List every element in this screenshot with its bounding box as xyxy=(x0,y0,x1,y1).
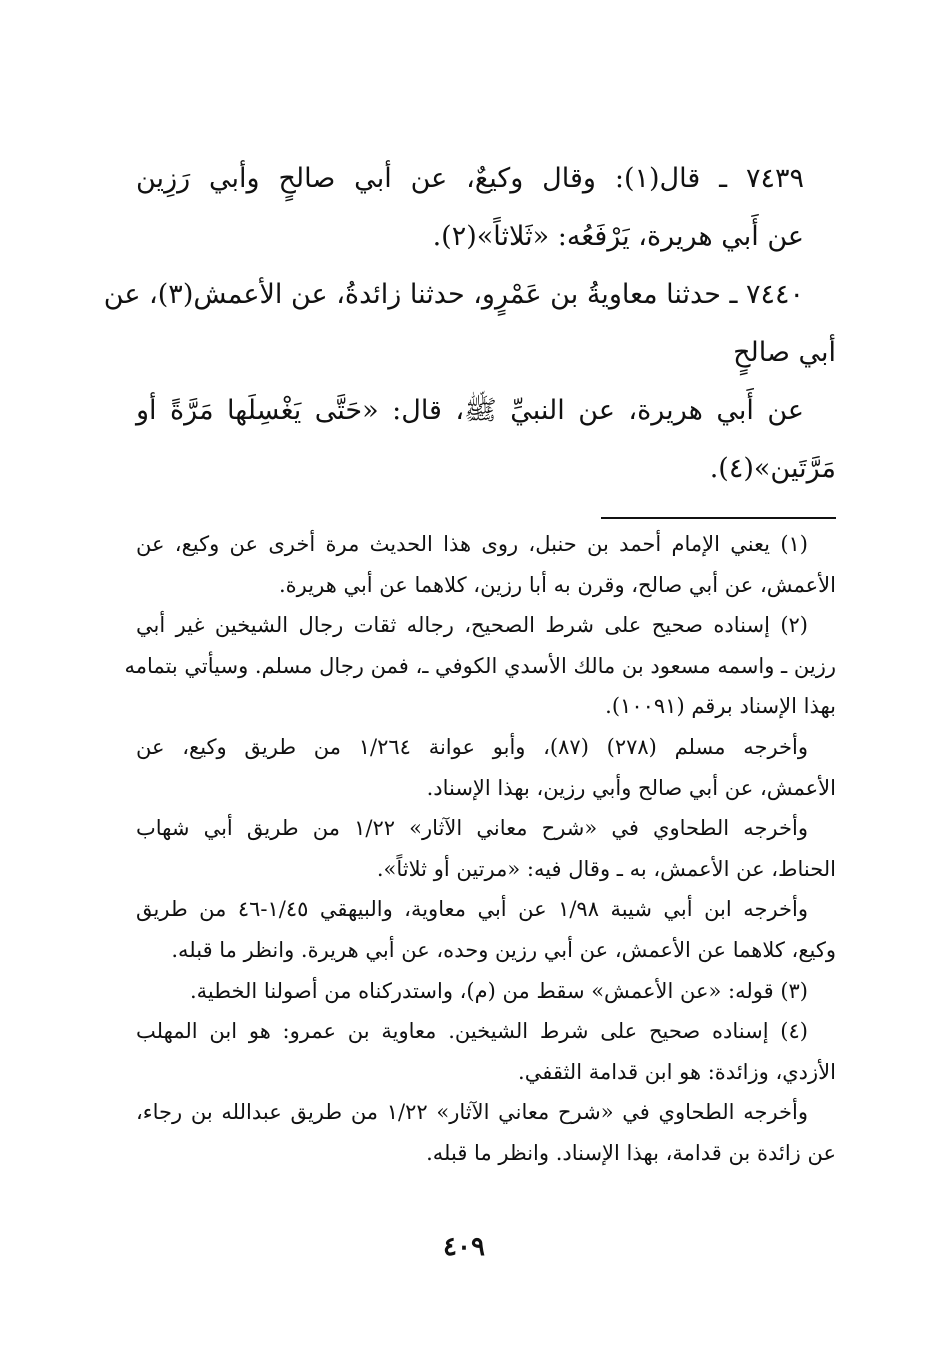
hadith-7439-line-1: ٧٤٣٩ ـ قال(١): وقال وكيعٌ، عن أبي صالحٍ وأبي رَزِين xyxy=(136,163,804,194)
footnote-line: وأخرجه مسلم (٢٧٨) (٨٧)، وأبو عوانة ١/٢٦٤ من طريق وكيع، عن xyxy=(136,734,809,759)
footnote-line: (٣) قوله: «عن الأعمش» سقط من (م)، واستدركناه من أصولنا الخطية. xyxy=(189,978,808,1003)
footnote-line: (٤) إسناده صحيح على شرط الشيخين. معاوية بن عمرو: هو ابن المهلب xyxy=(136,1019,808,1044)
page-number: ٤٠٩ xyxy=(443,1232,485,1262)
footnote-line: الأعمش، عن أبي صالح، وقرن به أبا رزين، كلاهما عن أبي هريرة. xyxy=(279,572,836,597)
footnote-line: الأزدي، وزائدة: هو ابن قدامة الثقفي. xyxy=(518,1059,836,1084)
footnotes xyxy=(124,524,836,1174)
footnote-line: وأخرجه ابن أبي شيبة ١/٩٨ عن أبي معاوية، والبيهقي ١/٤٥-٤٦ من طريق xyxy=(136,897,808,922)
footnote-line: (١) يعني الإمام أحمد بن حنبل، روى هذا الحديث مرة أخرى عن وكيع، عن xyxy=(136,532,808,556)
footnote-divider xyxy=(601,517,836,519)
footnote-line: بهذا الإسناد برقم (١٠٠٩١). xyxy=(605,694,836,719)
footnote-line: وأخرجه الطحاوي في «شرح معاني الآثار» ١/٢٢ من طريق عبدالله بن رجاء، xyxy=(136,1100,808,1125)
footnote-line: الحناط، عن الأعمش، به ـ وقال فيه: «مرتين أو ثلاثاً». xyxy=(376,856,836,881)
footnote-line: رزين ـ واسمه مسعود بن مالك الأسدي الكوفي ـ، فمن رجال مسلم. وسيأتي بتمامه xyxy=(124,653,836,678)
footnote-line: عن زائدة بن قدامة، بهذا الإسناد. وانظر ما قبله. xyxy=(426,1140,836,1165)
footnote-line: وأخرجه الطحاوي في «شرح معاني الآثار» ١/٢٢ من طريق أبي شهاب xyxy=(136,816,808,841)
hadith-7440-line-1: ٧٤٤٠ ـ حدثنا معاويةُ بن عَمْرٍو، حدثنا زائدةُ، عن الأعمش(٣)، عن xyxy=(103,279,804,310)
hadith-7440-line-3: عن أَبي هريرة، عن النبيِّ ﷺ، قال: «حَتَّى يَغْسِلَها مَرَّةً أو xyxy=(136,395,804,426)
footnote-line: (٢) إسناده صحيح على شرط الصحيح، رجاله ثقات رجال الشيخين غير أبي xyxy=(136,613,808,638)
hadith-7439-line-2: عن أَبي هريرة، يَرْفَعُه: «ثَلاثاً»(٢). xyxy=(432,221,804,252)
hadith-7440-line-2: أبي صالحٍ xyxy=(733,337,836,368)
hadith-text xyxy=(103,150,836,498)
footnote-line: الأعمش، عن أبي صالح وأبي رزين، بهذا الإسناد. xyxy=(426,775,836,800)
hadith-7440-line-4: مَرَّتَين»(٤). xyxy=(709,453,836,484)
footnote-line: وكيع، كلاهما عن الأعمش، عن أبي رزين وحده، عن أبي هريرة. وانظر ما قبله. xyxy=(171,937,836,962)
